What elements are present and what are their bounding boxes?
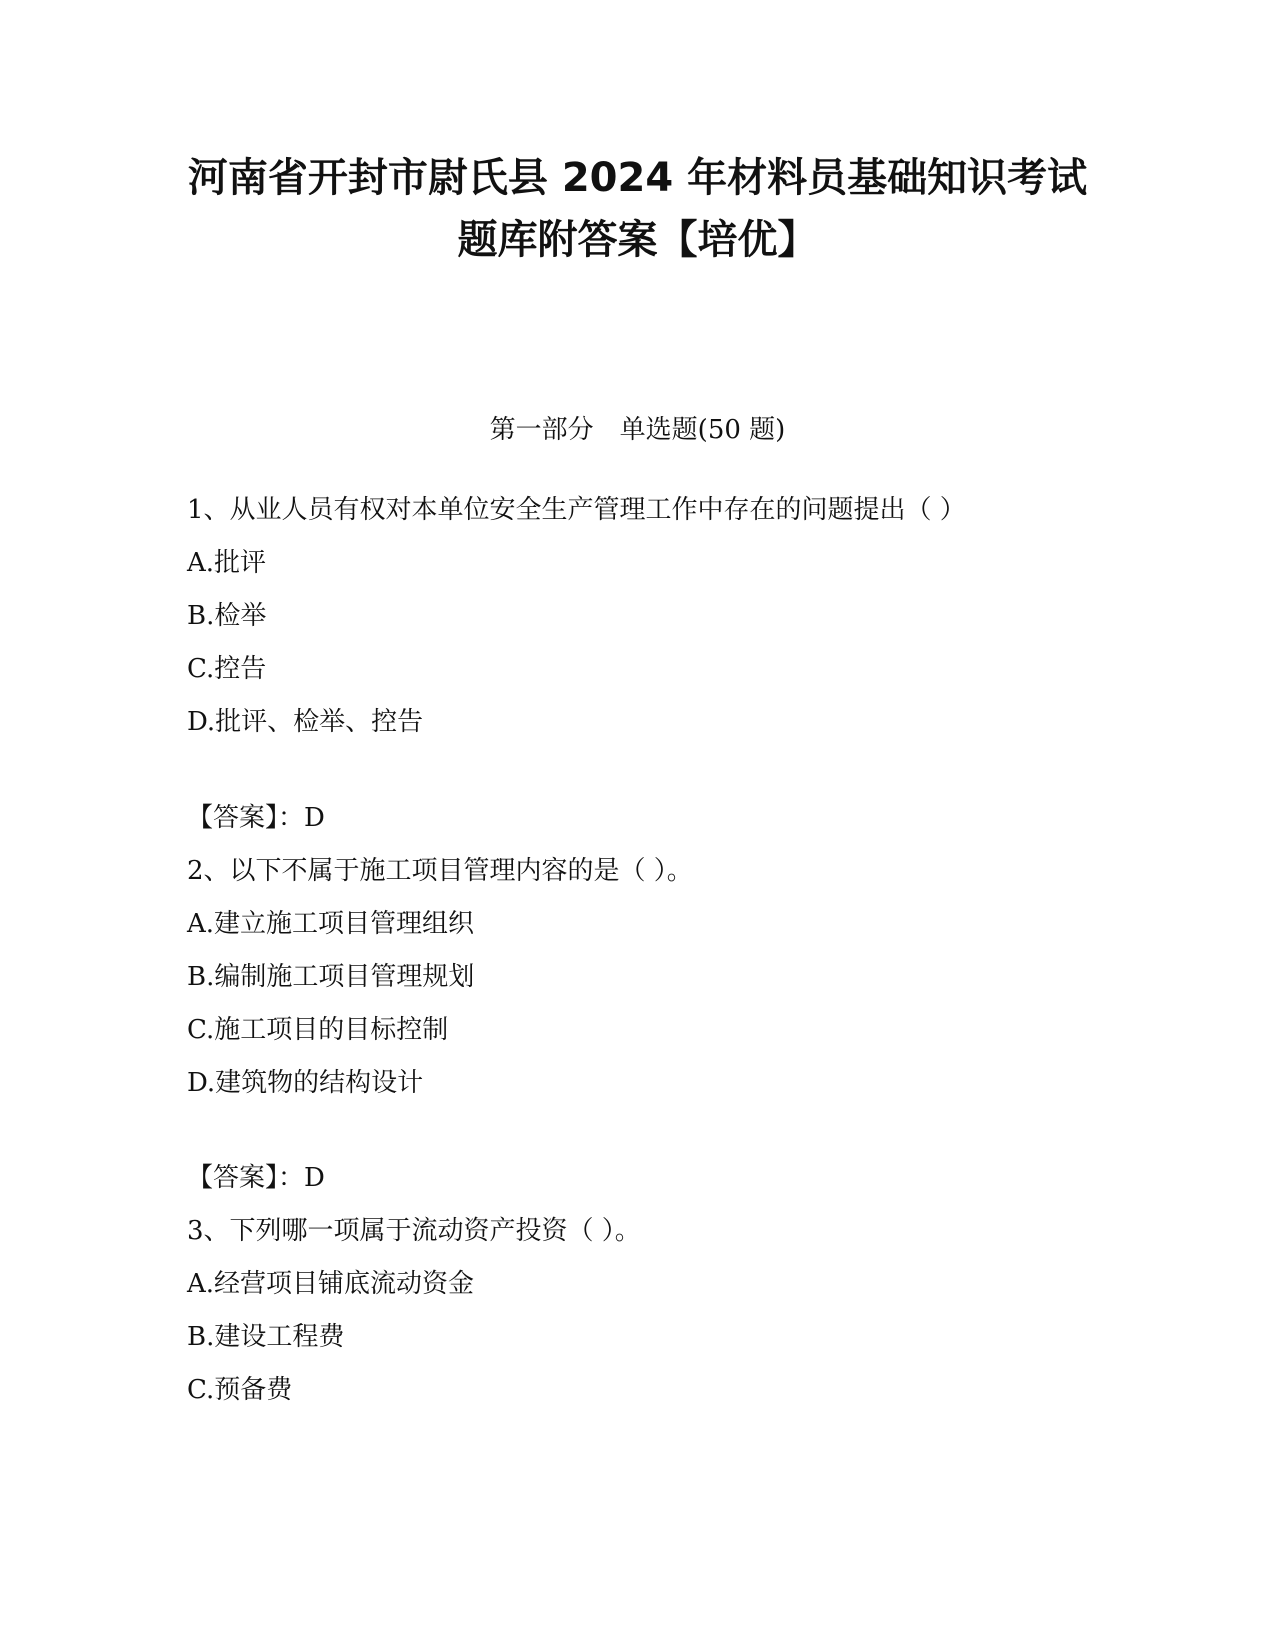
question-3-option-c: C.预备费 (187, 1375, 293, 1405)
question-1-answer: 【答案】：D (187, 803, 325, 833)
question-1-option-c: C.控告 (187, 654, 267, 684)
question-1-stem: 1、从业人员有权对本单位安全生产管理工作中存在的问题提出（ ） (187, 495, 966, 525)
question-2-stem: 2、以下不属于施工项目管理内容的是（ ）。 (187, 856, 693, 886)
question-1-option-a: A.批评 (187, 548, 267, 578)
question-2-option-a: A.建立施工项目管理组织 (187, 909, 475, 939)
document-title-line-2: 题库附答案【培优】 (457, 217, 818, 263)
question-3-option-b: B.建设工程费 (187, 1322, 345, 1352)
question-2-answer: 【答案】：D (187, 1163, 325, 1193)
question-2-option-b: B.编制施工项目管理规划 (187, 962, 475, 992)
section-heading: 第一部分 单选题(50 题) (489, 415, 786, 445)
question-3-stem: 3、下列哪一项属于流动资产投资（ ）。 (187, 1216, 641, 1246)
question-3-option-a: A.经营项目铺底流动资金 (187, 1269, 475, 1299)
question-1-option-d: D.批评、检举、控告 (187, 707, 424, 737)
question-2-option-d: D.建筑物的结构设计 (187, 1068, 424, 1098)
question-2-option-c: C.施工项目的目标控制 (187, 1015, 449, 1045)
question-1-option-b: B.检举 (187, 601, 267, 631)
document-title-line-1: 河南省开封市尉氏县 2024 年材料员基础知识考试 (187, 155, 1088, 201)
